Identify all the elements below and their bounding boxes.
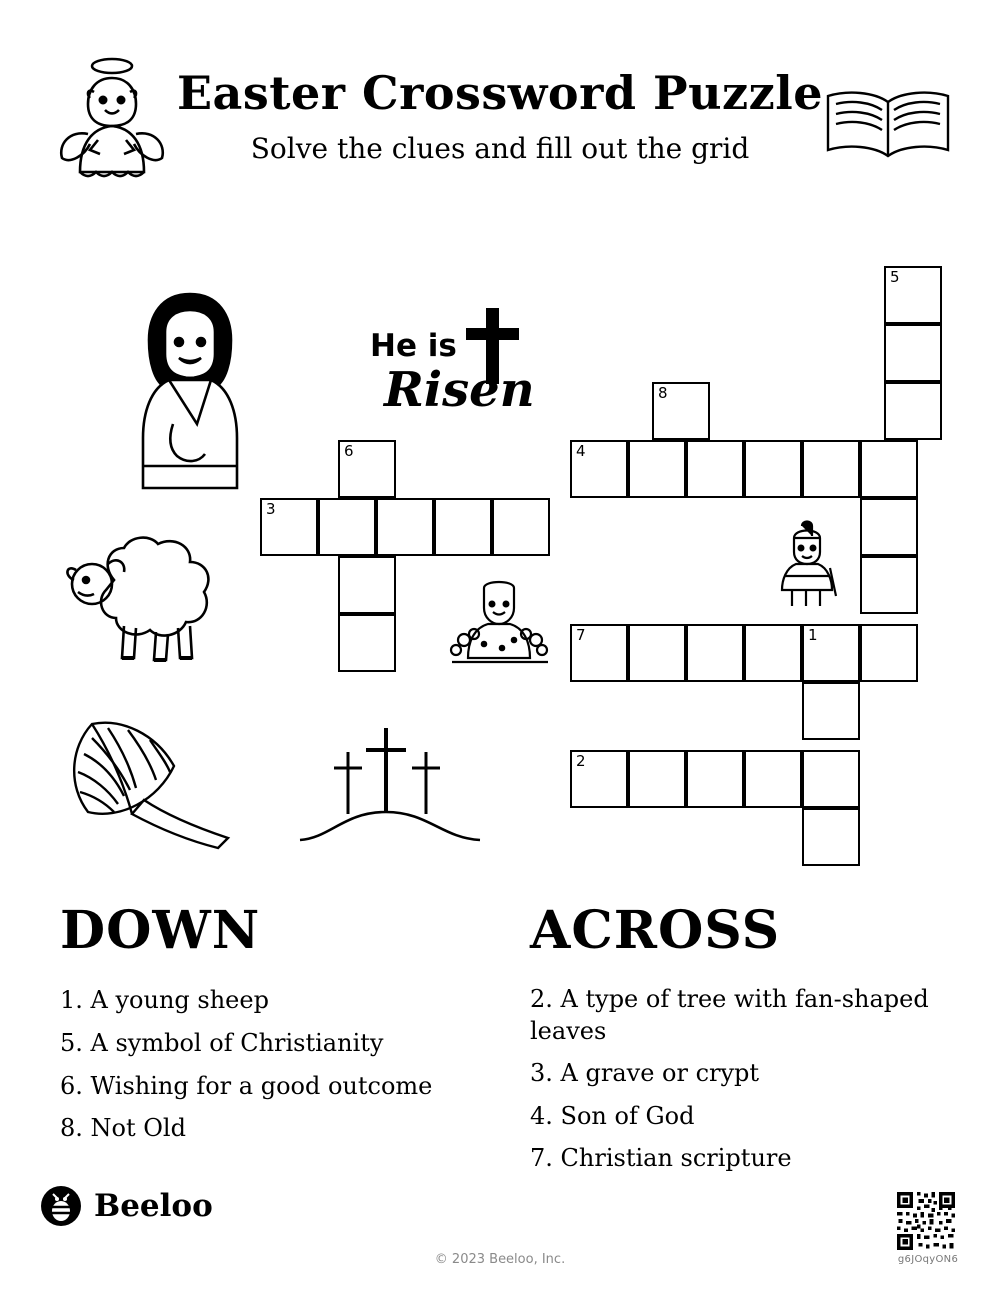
crossword-cell[interactable] xyxy=(884,324,942,382)
crossword-cell[interactable] xyxy=(628,750,686,808)
crossword-cell[interactable] xyxy=(744,624,802,682)
clue-down-1: 1. A young sheep xyxy=(60,986,269,1014)
risen-text: Risen xyxy=(384,362,535,418)
crossword-cell[interactable] xyxy=(686,750,744,808)
qr-label: g6JOqyON6 xyxy=(897,1254,959,1265)
crossword-cell[interactable] xyxy=(802,682,860,740)
crossword-cell[interactable] xyxy=(884,382,942,440)
qr-block xyxy=(892,1190,964,1265)
clue-down-5: 5. A symbol of Christianity xyxy=(60,1028,384,1057)
crossword-cell[interactable] xyxy=(628,440,686,498)
clue-across-3: 3. A grave or crypt xyxy=(530,1058,760,1087)
cell-number-6: 6 xyxy=(344,442,354,460)
down-heading: DOWN xyxy=(60,900,261,961)
qr-code-icon xyxy=(892,1190,960,1252)
cell-number-4: 4 xyxy=(576,442,586,460)
crossword-cell[interactable] xyxy=(628,624,686,682)
clues-down-section xyxy=(60,900,500,1154)
crossword-cell[interactable] xyxy=(860,624,918,682)
crossword-cell[interactable] xyxy=(884,266,942,324)
crossword-cell[interactable] xyxy=(376,498,434,556)
crossword-cell[interactable] xyxy=(802,624,860,682)
across-heading: ACROSS xyxy=(530,900,781,961)
crossword-cell[interactable] xyxy=(860,556,918,614)
cell-number-1: 1 xyxy=(808,626,818,644)
copyright-text: © 2023 Beeloo, Inc. xyxy=(434,1252,566,1267)
crossword-cell[interactable] xyxy=(434,498,492,556)
cell-number-8: 8 xyxy=(658,384,668,402)
crossword-cell[interactable] xyxy=(652,382,710,440)
crossword-cell[interactable] xyxy=(686,440,744,498)
crossword-cell[interactable] xyxy=(802,750,860,808)
page-subtitle: Solve the clues and fill out the grid xyxy=(250,132,750,165)
page-title: Easter Crossword Puzzle xyxy=(176,66,824,120)
crossword-cell[interactable] xyxy=(492,498,550,556)
crossword-cell[interactable] xyxy=(570,440,628,498)
cell-number-3: 3 xyxy=(266,500,276,518)
crossword-cell[interactable] xyxy=(802,808,860,866)
brand-logo xyxy=(40,1185,213,1227)
crossword-cell[interactable] xyxy=(744,440,802,498)
crossword-cell[interactable] xyxy=(260,498,318,556)
crossword-cell[interactable] xyxy=(860,498,918,556)
cell-number-7: 7 xyxy=(576,626,586,644)
brand-name: Beeloo xyxy=(94,1188,213,1224)
clue-down-6: 6. Wishing for a good outcome xyxy=(60,1071,433,1100)
crossword-cell[interactable] xyxy=(570,750,628,808)
crossword-cell[interactable] xyxy=(570,624,628,682)
crossword-cell[interactable] xyxy=(802,440,860,498)
crossword-cell[interactable] xyxy=(318,498,376,556)
crossword-cell[interactable] xyxy=(686,624,744,682)
bee-logo-icon xyxy=(40,1185,82,1227)
cell-number-2: 2 xyxy=(576,752,586,770)
clues-across-section xyxy=(530,900,970,1184)
clue-across-2: 2. A type of tree with fan-shaped leaves xyxy=(530,985,929,1046)
crossword-cell[interactable] xyxy=(338,440,396,498)
clue-across-4: 4. Son of God xyxy=(530,1101,695,1130)
clue-across-7: 7. Christian scripture xyxy=(530,1144,792,1173)
clue-down-8: 8. Not Old xyxy=(60,1114,186,1143)
crossword-cell[interactable] xyxy=(860,440,918,498)
crossword-cell[interactable] xyxy=(744,750,802,808)
crossword-cell[interactable] xyxy=(338,614,396,672)
crossword-cell[interactable] xyxy=(338,556,396,614)
he-is-text: He is xyxy=(370,328,457,364)
cell-number-5: 5 xyxy=(890,268,900,286)
